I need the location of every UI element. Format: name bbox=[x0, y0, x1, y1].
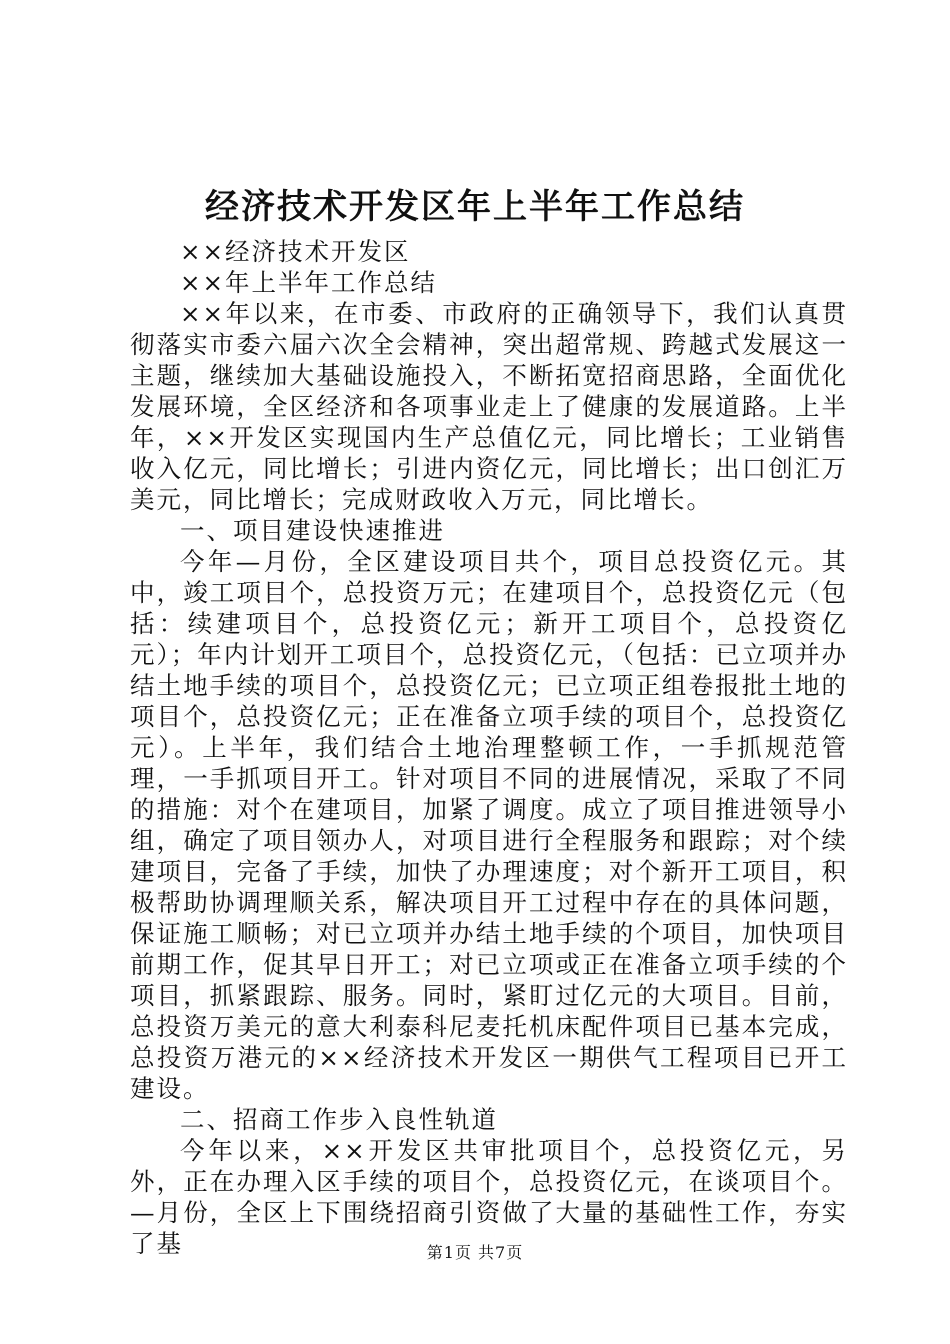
document-title: 经济技术开发区年上半年工作总结 bbox=[205, 187, 745, 227]
intro-paragraph: ××年以来，在市委、市政府的正确领导下，我们认真贯彻落实市委六届六次全会精神，突出超常规、跨越式发展这一主题，继续加大基础设施投入，不断拓宽招商思路，全面优化发展环境，全区经济和各项事业走上了健康的发展道路。上半年，××开发区实现国内生产总值亿元，同比增长；工业销售收入亿元，同比增长；引进内资亿元，同比增长；出口创汇万美元，同比增长；完成财政收入万元，同比增长。 bbox=[130, 299, 848, 514]
section-heading-1: 一、项目建设快速推进 bbox=[180, 516, 445, 545]
org-name-line: ××经济技术开发区 bbox=[180, 237, 411, 266]
page-footer: 第1页 共7页 bbox=[426, 1243, 524, 1262]
document-body bbox=[130, 236, 848, 1259]
subtitle-line: ××年上半年工作总结 bbox=[180, 268, 438, 297]
section-heading-2: 二、招商工作步入良性轨道 bbox=[180, 1105, 498, 1134]
section-2-paragraph: 今年以来，××开发区共审批项目个，总投资亿元，另外，正在办理入区手续的项目个，总投资亿元，在谈项目个。—月份，全区上下围绕招商引资做了大量的基础性工作，夯实了基 bbox=[130, 1136, 848, 1258]
section-1-paragraph: 今年—月份，全区建设项目共个，项目总投资亿元。其中，竣工项目个，总投资万元；在建项目个，总投资亿元（包括：续建项目个，总投资亿元；新开工项目个，总投资亿元）；年内计划开工项目个，总投资亿元，（包括：已立项并办结土地手续的项目个，总投资亿元；已立项正组卷报批土地的项目个，总投资亿元；正在准备立项手续的项目个，总投资亿元）。上半年，我们结合土地治理整顿工作，一手抓规范管理，一手抓项目开工。针对项目不同的进展情况，采取了不同的措施：对个在建项目，加紧了调度。成立了项目推进领导小组，确定了项目领办人，对项目进行全程服务和跟踪；对个续建项目，完备了手续，加快了办理速度；对个新开工项目，积极帮助协调理顺关系，解决项目开工过程中存在的具体问题，保证施工顺畅；对已立项并办结土地手续的个项目，加快项目前期工作，促其早日开工；对已立项或正在准备立项手续的个项目，抓紧跟踪、服务。同时，紧盯过亿元的大项目。目前，总投资万美元的意大利泰科尼麦托机床配件项目已基本完成，总投资万港元的××经济技术开发区一期供气工程项目已开工建设。 bbox=[130, 547, 848, 1103]
